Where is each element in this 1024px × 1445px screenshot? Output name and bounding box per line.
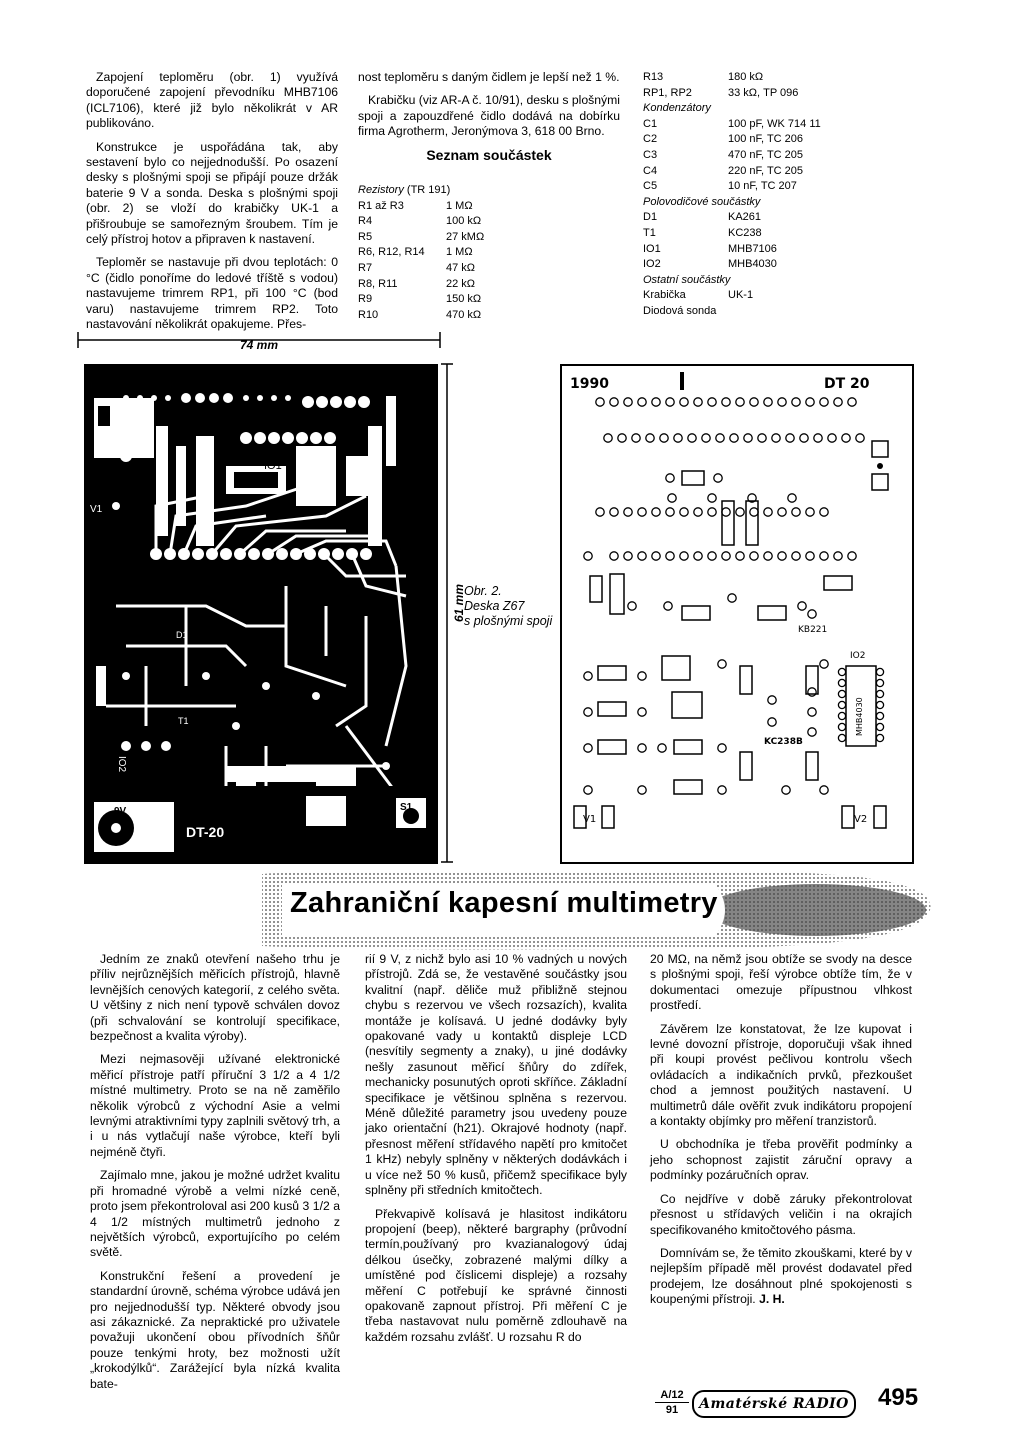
part-designator: R4 <box>358 215 373 228</box>
part-value: 47 kΩ <box>446 261 476 274</box>
article2-column-1 <box>90 952 340 1400</box>
part-designator: D1 <box>643 211 658 224</box>
part-value: 10 nF, TC 207 <box>728 180 797 193</box>
paragraph: Domnívám se, že těmito zkouškami, které by v nejlepším případě měl provést dodavatel před prodejem, lze dosáhnout plné spokojenosti s koupenými přístroji. J. H. <box>650 1245 912 1307</box>
board-label-s1: S1 <box>400 802 413 813</box>
part-value: 470 kΩ <box>446 308 482 321</box>
paragraph: Krabičku (viz AR-A č. 10/91), desku s plošnými spoji a zapouzdřené čidlo dodává na dobírku firma Agrotherm, Jeronýmova 3, 618 00 Brno. <box>358 93 620 139</box>
board-label-model: DT-20 <box>186 824 225 840</box>
part-designator: R6, R12, R14 <box>358 246 425 259</box>
caption-line: Obr. 2. <box>464 584 502 598</box>
part-designator: R8, R11 <box>358 277 398 290</box>
issue-top: A/12 <box>655 1388 689 1403</box>
part-designator: C5 <box>643 180 658 193</box>
part-value: 1 MΩ <box>446 246 473 259</box>
part-designator: R1 až R3 <box>358 199 404 212</box>
paragraph: Překvapivě kolísavá je hlasitost indikátoru propojení (beep), některé bargraphy (průvodní termín,používaný pro kvazianalogový údaj délkou úsečky, zobrazené malými dílky a umístěné pod číslicemi displeje) a rozsahy měření C potřebují ke správné činnosti opakovaně zapnout přístroj. Při měření C je třeba nastavovat nulu poměrně zdlouhavě na každém rozsahu zvlášť. U rozsahu R do <box>365 1206 627 1344</box>
issue-number <box>655 1388 689 1417</box>
magazine-logo: Amatérské RADIO <box>692 1390 856 1418</box>
board-label-t1: T1 <box>178 716 189 726</box>
part-value: MHB4030 <box>728 258 777 271</box>
issue-bottom: 91 <box>665 1404 679 1416</box>
part-designator: C4 <box>643 164 658 177</box>
right-kc-label: KC238B <box>764 737 803 747</box>
signature: J. H. <box>759 1292 785 1307</box>
part-designator: RP1, RP2 <box>643 86 692 99</box>
board-label-io1: IO1 <box>264 460 282 472</box>
right-mhb-label: MHB4030 <box>855 697 864 736</box>
right-v2-label: V2 <box>854 814 868 825</box>
board-label-io2: IO2 <box>116 756 127 773</box>
part-value: UK-1 <box>728 289 754 302</box>
paragraph: Konstrukční řešení a provedení je standardní úrovně, schéma výrobce udává jen pro nejjednodušší typ. Některé obvody jsou asi zákaznické. Za nepraktické pro uživatele považuji ukončení obou přívodních šňůr pouze tenkými hroty, bez možnosti užít „krokodýlků“. Zarážející byla nízká kvalita bate- <box>90 1268 340 1391</box>
part-value: 470 nF, TC 205 <box>728 148 804 161</box>
paragraph: Co nejdříve v době záruky překontrolovat přesnost u střídavých veličin i na okrajích specifikovaného kmitočtového pásma. <box>650 1191 912 1237</box>
paragraph: Závěrem lze konstatovat, že lze kupovat i levné dovozní přístroje, doporučuji však ihned při koupi provést pečlivou kontrolu všech ovládacích a indikačních prvků, přezkoušet chod a jemnost použitých nastavení. U multimetrů dále ověřit zvuk indikátoru propojení a kontakty objímky pro měření tranzistorů. <box>650 1021 912 1129</box>
parts-section-heading: Kondenzátory <box>643 102 711 115</box>
part-designator: R5 <box>358 230 373 243</box>
right-top-right-label: DT 20 <box>824 376 870 392</box>
part-value: 220 nF, TC 205 <box>728 164 804 177</box>
right-v1-label: V1 <box>583 814 597 825</box>
board-label-v1: V1 <box>90 504 103 515</box>
height-dimension-label: 61 mm <box>452 584 466 623</box>
resistor-heading: Rezistory (TR 191) <box>358 184 451 196</box>
article2-column-2 <box>365 952 627 1353</box>
part-designator: IO1 <box>643 242 661 255</box>
part-designator: Diodová sonda <box>643 304 717 317</box>
part-designator: C3 <box>643 148 658 161</box>
caption-line: Deska Z67 <box>464 599 525 613</box>
paragraph: Zajímalo mne, jakou je možné udržet kvalitu při hromadné výrobě a velmi nízké ceně, proto jsem překontroloval asi 200 kusů 3 1/2 a 4 1/2 místných multimetrů jednoho z největších výrobců, exportujícího po celém světě. <box>90 1168 340 1260</box>
paragraph: Konstrukce je uspořádána tak, aby sestavení bylo co nejjednodušší. Po osazení desky s plošnými spoji se připájí pouze držák baterie 9 V a sonda. Deska s plošnými spoji (obr. 2) se vloží do krabičky UK-1 a přišroubuje se samořezným šroubem. Tím je celý přístroj hotov a připraven k nastavení. <box>86 139 338 247</box>
part-designator: C2 <box>643 133 658 146</box>
part-value: KA261 <box>728 211 762 224</box>
part-value: KC238 <box>728 226 762 239</box>
paragraph: Mezi nejmasověji užívané elektronické měřicí přístroje patří příruční 3 1/2 a 4 1/2 místné multimetry. Proto se na ně zaměřilo několik výrobců z východní Asie a velmi levnými atraktivními typy zaplnili světový trh, a i u nás vytlačují naše výrobce, kteří byli nejméně čtyři. <box>90 1052 340 1159</box>
part-value: 150 kΩ <box>446 293 482 306</box>
page-number: 495 <box>878 1384 919 1411</box>
part-designator: R13 <box>643 71 664 83</box>
paragraph: Jedním ze znaků otevření našeho trhu je příliv nejrůznějších měřicích přístrojů, hlavně levnějších cenových kategorií, z celého světa. U většiny z nich není typově schválen dovoz (při schvalování se kontrolují specifikace, bezpečnost a kvalita výroby). <box>90 952 340 1044</box>
caption-line: s plošnými spoji <box>464 614 553 628</box>
paragraph: 20 MΩ, na němž jsou obtíže se svody na desce s plošnými spoji, řeší výrobce obtíže tím, že v dokumentaci omezuje přípustnou vlhkost prostředí. <box>650 952 912 1013</box>
part-value: 100 kΩ <box>446 215 482 228</box>
right-kb-label: KB221 <box>798 625 828 635</box>
part-designator: R7 <box>358 261 373 274</box>
paragraph: rií 9 V, z nichž bylo asi 10 % vadných u nových přístrojů. Zdá se, že vestavěné součástky jsou kvalitní (např. děliče muž přibližně stejnou chybu s rezervou ve všech rozsazích), kvalita montáže je kolísavá. U jedné dodávky byly opakované vady u kontaktů displeje LCD (nesvítily segmenty a znaky), u jiné dodávky nešly zasunout měřicí šňůry do zdířek, mechanicky posunutých oproti skříňce. Základní specifikace je většinou splněna s rezervou. Méně důležité parametry jsou uvedeny pouze jako orientační (h21). Okrajové hodnoty (např. přesnost měření střídavého napětí pro kmitočet 1 kHz) nebyly splněny v některých dodávkách i u více než 50 % kusů, přičemž specifikace byly splněny při středních kmitočtech. <box>365 952 627 1198</box>
part-value: 180 kΩ <box>728 71 764 83</box>
part-designator: Krabička <box>643 289 686 302</box>
article2-column-3 <box>650 952 912 1308</box>
part-value: 33 kΩ, TP 096 <box>728 86 799 99</box>
paragraph: Zapojení teploměru (obr. 1) využívá doporučené zapojení převodníku MHB7106 (ICL7106), které již bylo několikrát v AR publikováno. <box>86 70 338 131</box>
parts-section-heading: Polovodičové součástky <box>643 195 761 208</box>
width-dimension-label: 74 mm <box>240 338 279 352</box>
parts-list-title: Seznam součástek <box>426 146 552 163</box>
paragraph: nost teploměru s daným čidlem je lepší než 1 %. <box>358 70 620 84</box>
part-value: 22 kΩ <box>446 277 476 290</box>
part-designator: C1 <box>643 117 658 130</box>
right-io2-label: IO2 <box>850 651 866 661</box>
parts-section-heading: Ostatní součástky <box>643 273 731 286</box>
part-designator: R10 <box>358 308 379 321</box>
right-top-left-label: 1990 <box>570 376 609 392</box>
board-label-9v: 9V <box>114 806 127 817</box>
paragraph: U obchodníka je třeba prověřit podmínky a jeho schopnost zajistit záruční opravy a podmínky pozáručních oprav. <box>650 1137 912 1183</box>
paragraph: Teploměr se nastavuje při dvou teplotách: 0 °C (čidlo ponoříme do ledové tříště s vodou) nastavujeme trimrem RP1, při 100 °C (bod varu) nastavujeme trimrem RP2. Toto nastavování několikrát opakujeme. Přes- <box>86 255 338 332</box>
article2-title: Zahraniční kapesní multimetry <box>290 887 718 919</box>
part-value: 100 pF, WK 714 11 <box>728 117 821 130</box>
part-value: 1 MΩ <box>446 199 473 212</box>
part-designator: T1 <box>643 226 656 239</box>
board-label-d1: D1 <box>176 630 188 640</box>
part-value: 100 nF, TC 206 <box>728 133 804 146</box>
part-value: MHB7106 <box>728 242 777 255</box>
part-designator: IO2 <box>643 258 661 271</box>
part-value: 27 kMΩ <box>446 230 485 243</box>
part-designator: R9 <box>358 293 373 306</box>
